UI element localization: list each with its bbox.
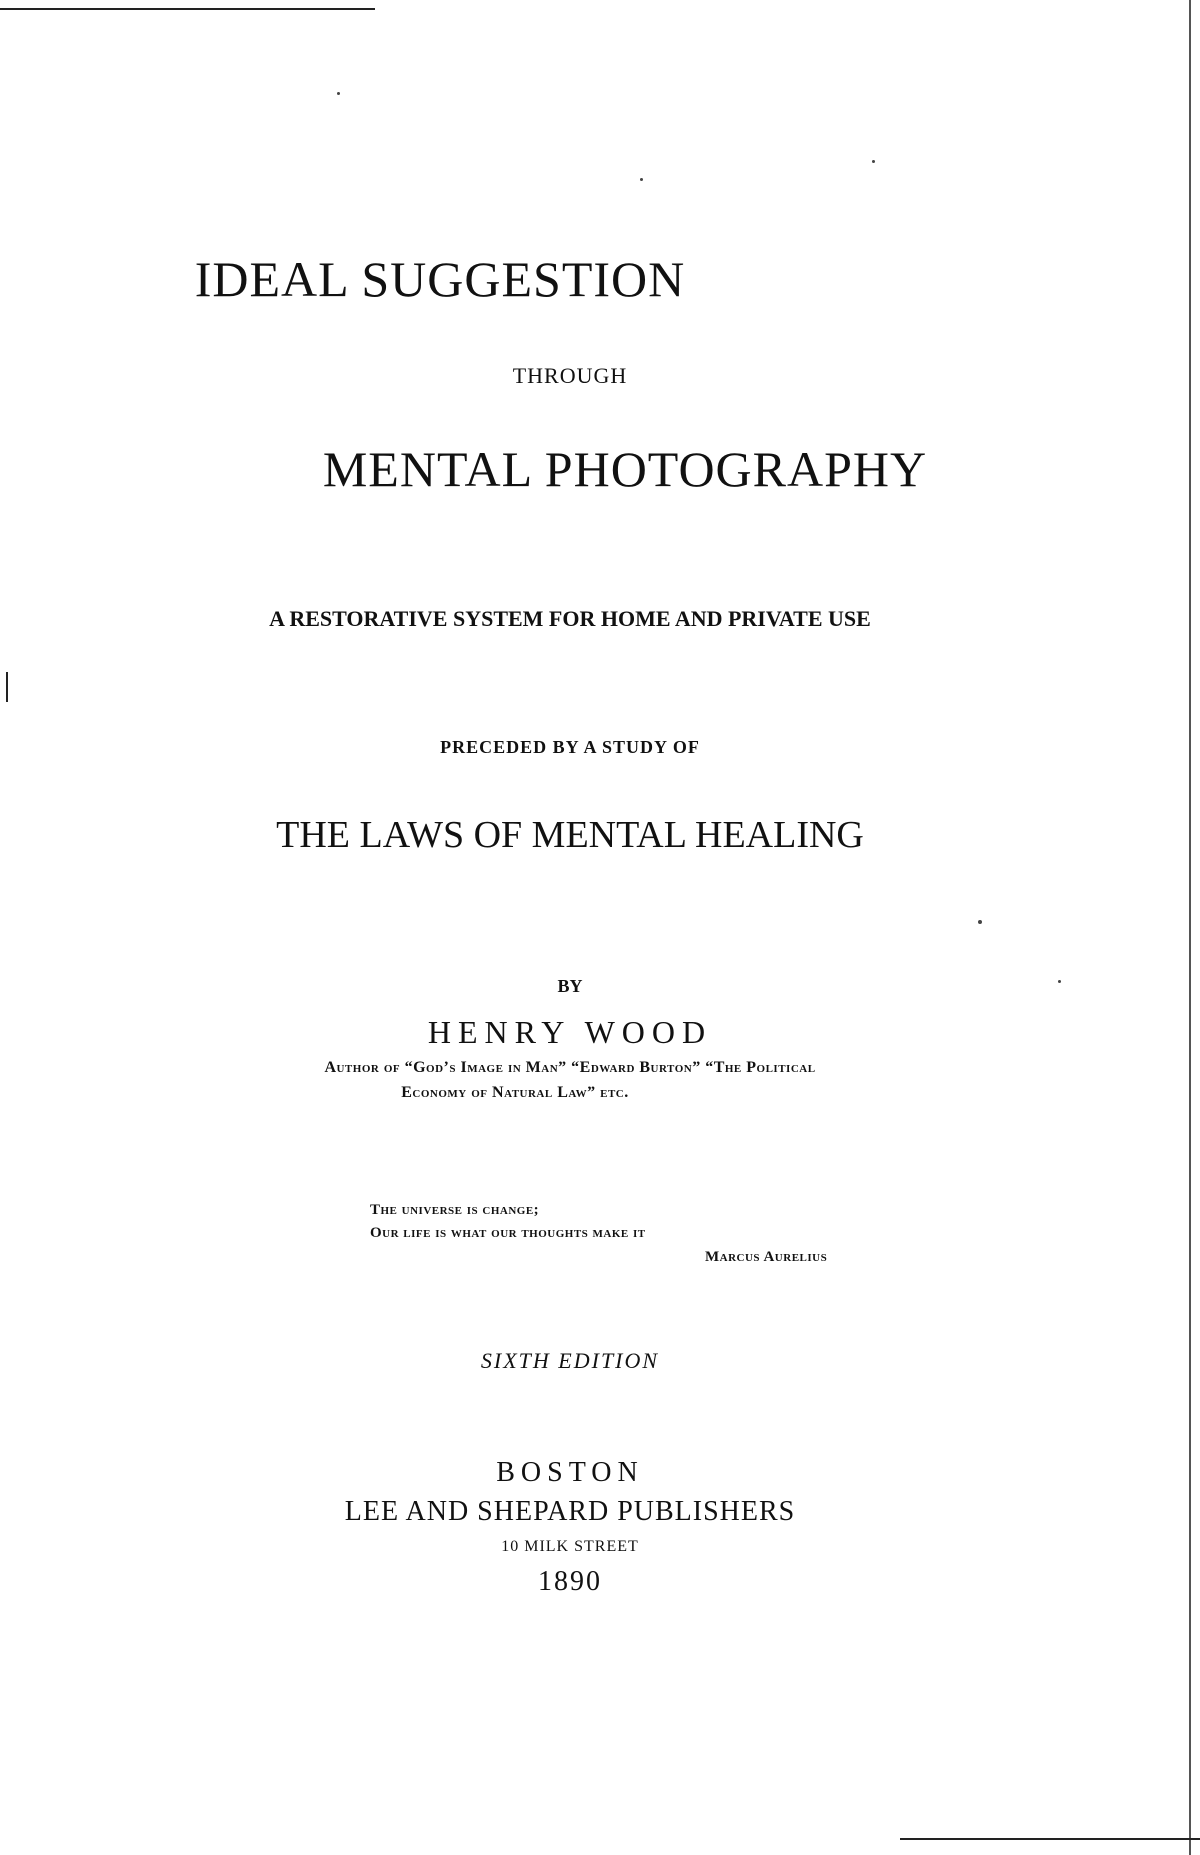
scan-speck [337, 92, 340, 95]
preceded-by-line: PRECEDED BY A STUDY OF [440, 737, 700, 757]
study-title: THE LAWS OF MENTAL HEALING [276, 814, 864, 856]
author-credits-line-2: Economy of Natural Law” etc. [401, 1084, 629, 1101]
right-edge-rule [1189, 0, 1191, 1855]
author-credits-line-1: Author of “God’s Image in Man” “Edward Burton” “The Political [324, 1059, 816, 1076]
publisher-city: BOSTON [496, 1457, 644, 1488]
publisher-name: LEE AND SHEPARD PUBLISHERS [344, 1496, 796, 1527]
left-edge-mark [6, 672, 8, 702]
top-edge-rule [0, 8, 375, 10]
epigraph-line-1: The universe is change; [370, 1202, 540, 1218]
bottom-edge-rule [900, 1838, 1200, 1840]
book-title-line-1: IDEAL SUGGESTION [194, 251, 686, 307]
scan-speck [872, 160, 875, 163]
publication-year: 1890 [538, 1566, 602, 1597]
scan-speck [640, 178, 643, 181]
edition-line: SIXTH EDITION [480, 1348, 660, 1373]
scan-speck [978, 920, 982, 924]
title-connector: THROUGH [512, 363, 628, 388]
book-subtitle: A RESTORATIVE SYSTEM FOR HOME AND PRIVATE USE [269, 606, 871, 631]
publisher-address: 10 MILK STREET [501, 1538, 639, 1555]
author-name: HENRY WOOD [427, 1014, 713, 1050]
book-title-line-2: MENTAL PHOTOGRAPHY [322, 441, 928, 497]
by-line: BY [557, 976, 583, 996]
epigraph-attribution: Marcus Aurelius [705, 1249, 828, 1265]
epigraph-line-2: Our life is what our thoughts make it [370, 1225, 646, 1241]
scan-speck [1058, 980, 1061, 983]
